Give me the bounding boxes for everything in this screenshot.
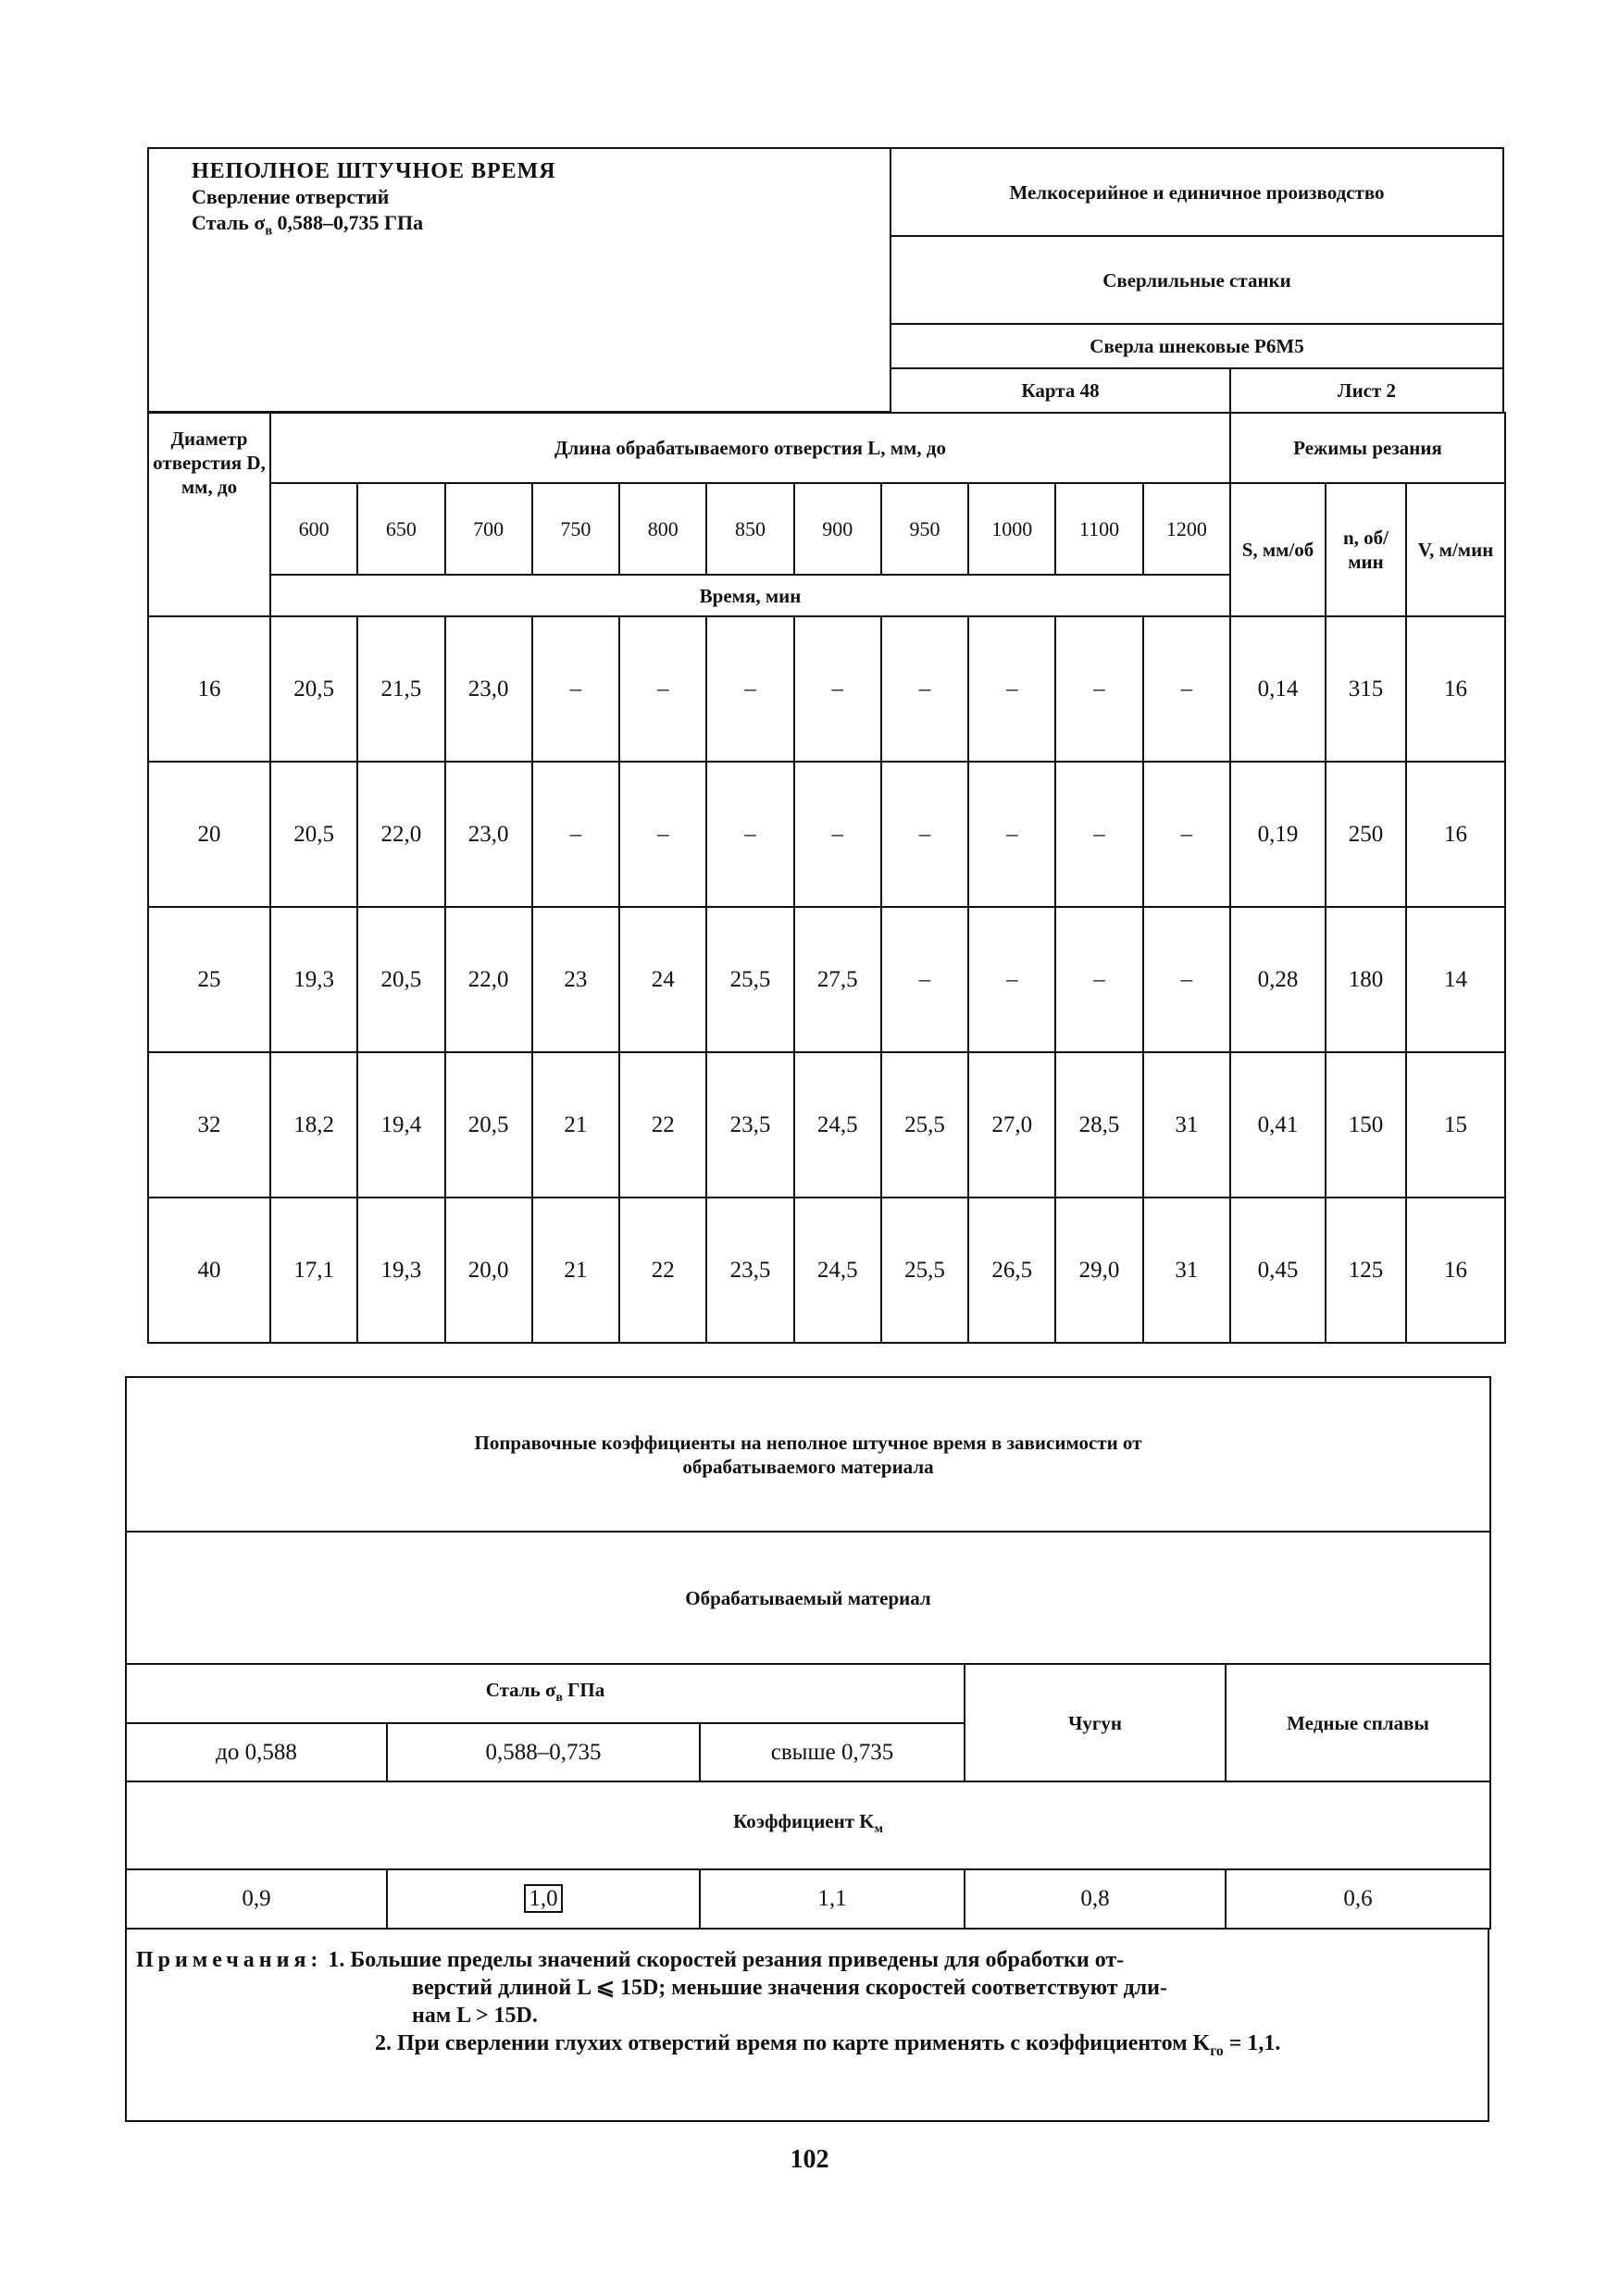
- steel-col: 0,588–0,735: [387, 1723, 700, 1781]
- speed-cell: 14: [1406, 907, 1505, 1052]
- time-cell: 23,5: [706, 1052, 793, 1198]
- diameter-cell: 16: [148, 616, 270, 762]
- length-col-header: 950: [881, 483, 968, 575]
- operation-subtitle: Сверление отверстий: [192, 185, 390, 208]
- time-cell: –: [881, 616, 968, 762]
- note-1-end: нам L > 15D.: [412, 2004, 538, 2028]
- diameter-cell: 25: [148, 907, 270, 1052]
- steel-header: Сталь $\sigma_в$ ГПа: [126, 1664, 965, 1723]
- table-row: [148, 616, 1505, 762]
- length-col-header: 600: [270, 483, 357, 575]
- sheet-number: Лист 2: [1229, 367, 1504, 414]
- time-cell: 29,0: [1055, 1198, 1142, 1343]
- page-title: НЕПОЛНОЕ ШТУЧНОЕ ВРЕМЯ: [192, 159, 556, 183]
- rpm-cell: 315: [1326, 616, 1406, 762]
- coef-value: 0,8: [965, 1869, 1226, 1929]
- time-cell: –: [881, 907, 968, 1052]
- correction-table: [125, 1376, 1491, 1930]
- time-cell: –: [706, 616, 793, 762]
- time-cell: 24,5: [794, 1198, 881, 1343]
- material-header: Обрабатываемый материал: [126, 1532, 1490, 1664]
- correction-title: Поправочные коэффициенты на неполное штучное время в зависимости от обрабатываемого материала: [126, 1377, 1490, 1532]
- notes-label: Примечания:: [136, 1948, 323, 1972]
- time-cell: 22: [619, 1198, 706, 1343]
- time-cell: –: [968, 616, 1055, 762]
- steel-col: свыше 0,735: [700, 1723, 965, 1781]
- time-cell: 21,5: [357, 616, 444, 762]
- length-col-header: 900: [794, 483, 881, 575]
- time-cell: 23,0: [445, 616, 532, 762]
- production-type: Мелкосерийное и единичное производство: [890, 147, 1504, 237]
- coef-value: 0,9: [126, 1869, 387, 1929]
- speed-cell: 16: [1406, 762, 1505, 907]
- time-cell: –: [1143, 762, 1230, 907]
- time-cell: 27,0: [968, 1052, 1055, 1198]
- time-cell: 18,2: [270, 1052, 357, 1198]
- modes-header: Режимы резания: [1230, 413, 1505, 483]
- length-col-header: 750: [532, 483, 619, 575]
- time-cell: 19,3: [270, 907, 357, 1052]
- diameter-cell: 20: [148, 762, 270, 907]
- feed-cell: 0,14: [1230, 616, 1326, 762]
- copper-header: Медные сплавы: [1226, 1664, 1490, 1781]
- feed-cell: 0,28: [1230, 907, 1326, 1052]
- time-cell: –: [794, 762, 881, 907]
- length-col-header: 1100: [1055, 483, 1142, 575]
- time-cell: 20,0: [445, 1198, 532, 1343]
- time-cell: –: [1055, 907, 1142, 1052]
- time-cell: 31: [1143, 1052, 1230, 1198]
- diameter-cell: 32: [148, 1052, 270, 1198]
- time-header: Время, мин: [270, 575, 1230, 616]
- time-cell: 25,5: [881, 1052, 968, 1198]
- length-col-header: 1200: [1143, 483, 1230, 575]
- time-cell: 22: [619, 1052, 706, 1198]
- time-cell: 24,5: [794, 1052, 881, 1198]
- coef-value: 0,6: [1226, 1869, 1490, 1929]
- rpm-cell: 125: [1326, 1198, 1406, 1343]
- material-label: Сталь $\sigma_в$ 0,588–0,735 ГПа: [192, 211, 424, 239]
- time-cell: 25,5: [706, 907, 793, 1052]
- time-cell: 23,0: [445, 762, 532, 907]
- note-1-cont: верстий длиной L ⩽ 15D; меньшие значения скоростей соответствуют дли-: [412, 1976, 1167, 2000]
- time-cell: –: [1055, 762, 1142, 907]
- time-cell: 31: [1143, 1198, 1230, 1343]
- time-cell: 20,5: [357, 907, 444, 1052]
- feed-cell: 0,45: [1230, 1198, 1326, 1343]
- time-cell: 25,5: [881, 1198, 968, 1343]
- time-cell: –: [881, 762, 968, 907]
- mode-col-header: n, об/мин: [1326, 483, 1406, 616]
- time-cell: 21: [532, 1052, 619, 1198]
- table-row: [148, 907, 1505, 1052]
- length-col-header: 650: [357, 483, 444, 575]
- time-cell: 19,3: [357, 1198, 444, 1343]
- time-cell: 20,5: [270, 616, 357, 762]
- speed-cell: 16: [1406, 616, 1505, 762]
- speed-cell: 15: [1406, 1052, 1505, 1198]
- time-cell: 17,1: [270, 1198, 357, 1343]
- time-cell: –: [706, 762, 793, 907]
- time-cell: 19,4: [357, 1052, 444, 1198]
- time-cell: –: [1055, 616, 1142, 762]
- length-header: Длина обрабатываемого отверстия L, мм, до: [270, 413, 1230, 483]
- coefficient-header: Коэффициент $K_м$: [126, 1781, 1490, 1869]
- table-row: [148, 1052, 1505, 1198]
- length-col-header: 800: [619, 483, 706, 575]
- time-cell: –: [968, 907, 1055, 1052]
- note-2: 2. При сверлении глухих отверстий время по карте применять с коэффициентом $K_{го} = 1,1$.: [375, 2031, 1281, 2059]
- time-cell: –: [532, 762, 619, 907]
- feed-cell: 0,41: [1230, 1052, 1326, 1198]
- speed-cell: 16: [1406, 1198, 1505, 1343]
- length-col-header: 1000: [968, 483, 1055, 575]
- page-number: 102: [790, 2145, 829, 2174]
- rpm-cell: 150: [1326, 1052, 1406, 1198]
- time-cell: 20,5: [445, 1052, 532, 1198]
- time-cell: 24: [619, 907, 706, 1052]
- card-number: Карта 48: [890, 367, 1231, 414]
- time-cell: –: [619, 616, 706, 762]
- time-cell: 22,0: [357, 762, 444, 907]
- diameter-header: Диаметр отверстия D, мм, до: [148, 413, 270, 616]
- header-title-block: [147, 147, 891, 413]
- feed-cell: 0,19: [1230, 762, 1326, 907]
- coef-value-boxed: 1,0: [387, 1869, 700, 1929]
- time-cell: 23,5: [706, 1198, 793, 1343]
- diameter-cell: 40: [148, 1198, 270, 1343]
- tools-label: Сверла шнековые Р6М5: [890, 323, 1504, 369]
- time-cell: –: [1143, 616, 1230, 762]
- time-cell: 27,5: [794, 907, 881, 1052]
- length-col-header: 850: [706, 483, 793, 575]
- time-cell: 28,5: [1055, 1052, 1142, 1198]
- time-cell: –: [794, 616, 881, 762]
- time-cell: 23: [532, 907, 619, 1052]
- time-cell: 26,5: [968, 1198, 1055, 1343]
- time-table: [147, 412, 1506, 1344]
- rpm-cell: 180: [1326, 907, 1406, 1052]
- machines-label: Сверлильные станки: [890, 235, 1504, 325]
- mode-col-header: V, м/мин: [1406, 483, 1505, 616]
- cast-iron-header: Чугун: [965, 1664, 1226, 1781]
- notes: [125, 1928, 1489, 2122]
- time-cell: –: [532, 616, 619, 762]
- coef-value: 1,1: [700, 1869, 965, 1929]
- time-cell: 21: [532, 1198, 619, 1343]
- table-row: [148, 1198, 1505, 1343]
- mode-col-header: S, мм/об: [1230, 483, 1326, 616]
- time-cell: –: [619, 762, 706, 907]
- steel-col: до 0,588: [126, 1723, 387, 1781]
- time-cell: –: [1143, 907, 1230, 1052]
- time-cell: 20,5: [270, 762, 357, 907]
- table-row: [148, 762, 1505, 907]
- time-cell: –: [968, 762, 1055, 907]
- length-col-header: 700: [445, 483, 532, 575]
- note-1: 1. Большие пределы значений скоростей резания приведены для обработки от-: [328, 1948, 1125, 1972]
- rpm-cell: 250: [1326, 762, 1406, 907]
- time-cell: 22,0: [445, 907, 532, 1052]
